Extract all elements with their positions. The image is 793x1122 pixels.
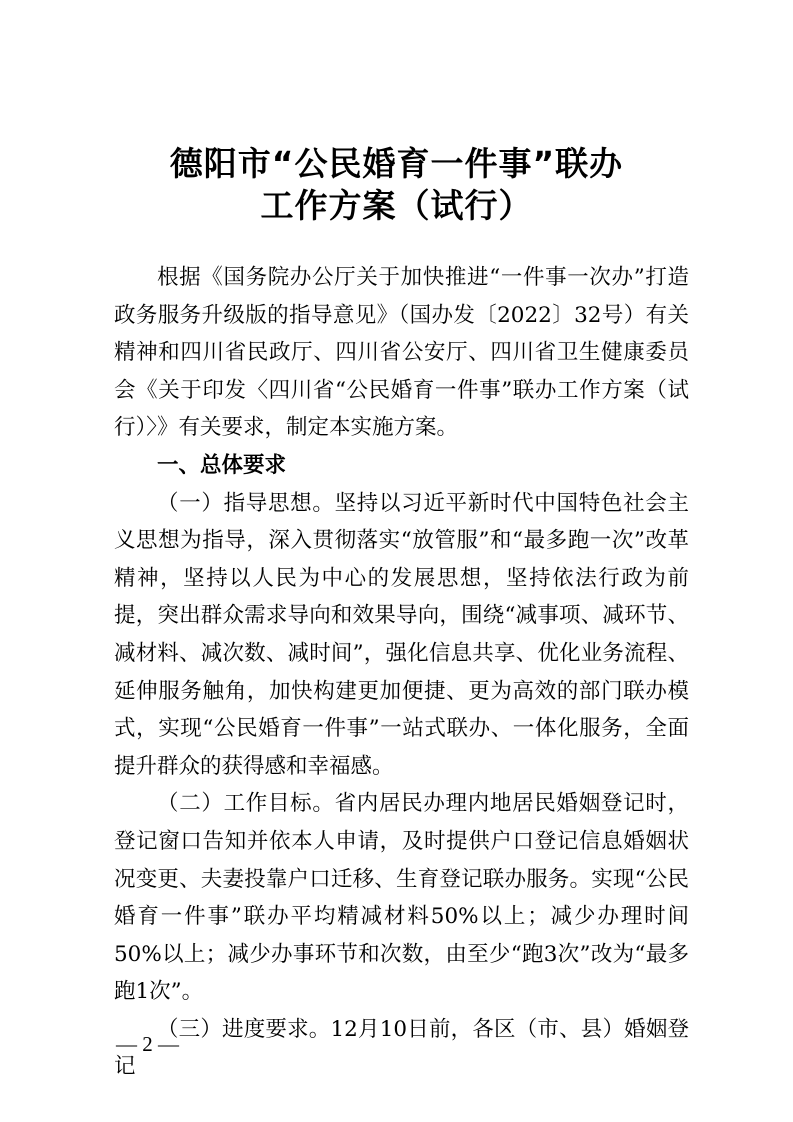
progress-text: 12月10日前，各区（市、县）婚姻登记 [114, 1016, 689, 1080]
guiding-text: 坚持以习近平新时代中国特色社会主义思想为指导，深入贯彻落实“放管服”和“最多跑一次”改革精神，坚持以人民为中心的发展思想，坚持依法行政为前提，突出群众需求导向和效果导向，围绕“减事项、减环节、减材料、减次数、减时间”，强化信息共享、优化业务流程、延伸服务触角，加快构建更加便捷、更为高效的部门联办模式，实现“公民婚育一件事”一站式联办、一体化服务，全面提升群众的获得感和幸福感。 [114, 490, 689, 779]
section-heading-1: 一、总体要求 [157, 452, 287, 478]
guiding-label: （一）指导思想。 [157, 490, 335, 516]
goal-label: （二）工作目标。 [157, 791, 335, 817]
intro-paragraph: 根据《国务院办公厅关于加快推进“一件事一次办”打造政务服务升级版的指导意见》（国办发〔2022〕32号）有关精神和四川省民政厅、四川省公安厅、四川省卫生健康委员会《关于印发〈四川省“公民婚育一件事”联办工作方案（试行）〉》有关要求，制定本实施方案。 [114, 265, 689, 441]
document-title-line2: 工作方案（试行） [260, 186, 533, 225]
goal-text: 省内居民办理内地居民婚姻登记时，登记窗口告知并依本人申请，及时提供户口登记信息婚姻状况变更、夫妻投靠户口迁移、生育登记联办服务。实现“公民婚育一件事”联办平均精减材料50%以上；减少办理时间50%以上；减少办事环节和次数，由至少“跑3次”改为“最多跑1次”。 [114, 791, 689, 1005]
progress-paragraph [114, 1011, 689, 1086]
guiding-paragraph [114, 485, 689, 786]
page-number: — 2 — [116, 1032, 179, 1056]
document-body [114, 259, 689, 1086]
document-title-line1: 德阳市“公民婚育一件事”联办 [169, 144, 624, 183]
goal-paragraph [114, 785, 689, 1011]
progress-label: （三）进度要求。 [157, 1016, 331, 1042]
